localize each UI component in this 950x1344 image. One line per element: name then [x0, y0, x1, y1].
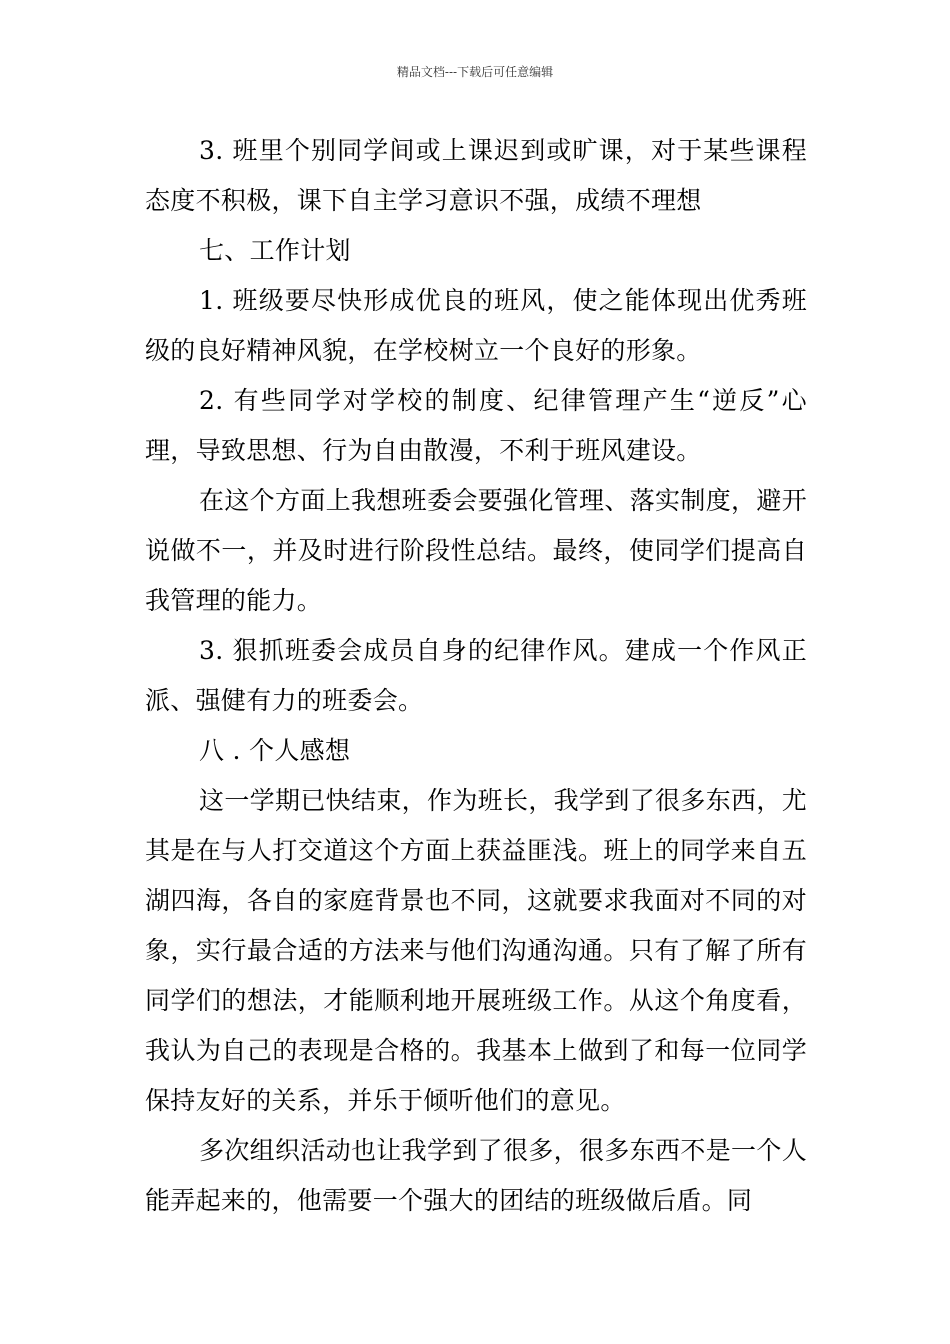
paragraph-reflection-2: 多次组织活动也让我学到了很多，很多东西不是一个人能弄起来的，他需要一个强大的团结的班级做后盾。同 [145, 1136, 807, 1215]
paragraph-plan-2-detail: 在这个方面上我想班委会要强化管理、落实制度，避开说做不一，并及时进行阶段性总结。最终，使同学们提高自我管理的能力。 [145, 486, 807, 615]
document-body [145, 126, 807, 1226]
paragraph-plan-3: 3. 狠抓班委会成员自身的纪律作风。建成一个作风正派、强健有力的班委会。 [145, 636, 807, 715]
paragraph-reflection-1: 这一学期已快结束，作为班长，我学到了很多东西，尤其是在与人打交道这个方面上获益匪浅。班上的同学来自五湖四海，各自的家庭背景也不同，这就要求我面对不同的对象，实行最合适的方法来与他们沟通沟通。只有了解了所有同学们的想法，才能顺利地开展班级工作。从这个角度看，我认为自己的表现是合格的。我基本上做到了和每一位同学保持友好的关系，并乐于倾听他们的意见。 [145, 786, 807, 1115]
paragraph-item-3-attendance: 3. 班里个别同学间或上课迟到或旷课，对于某些课程态度不积极，课下自主学习意识不强，成绩不理想 [145, 136, 807, 215]
section-heading-reflections: 八 . 个人感想 [199, 736, 351, 765]
paragraph-plan-2: 2. 有些同学对学校的制度、纪律管理产生“逆反”心理，导致思想、行为自由散漫，不利于班风建设。 [145, 386, 807, 465]
section-heading-work-plan: 七、工作计划 [199, 236, 351, 265]
page-header: 精品文档---下载后可任意编辑 [396, 65, 554, 79]
paragraph-plan-1: 1. 班级要尽快形成优良的班风，使之能体现出优秀班级的良好精神风貌，在学校树立一个良好的形象。 [145, 286, 807, 365]
